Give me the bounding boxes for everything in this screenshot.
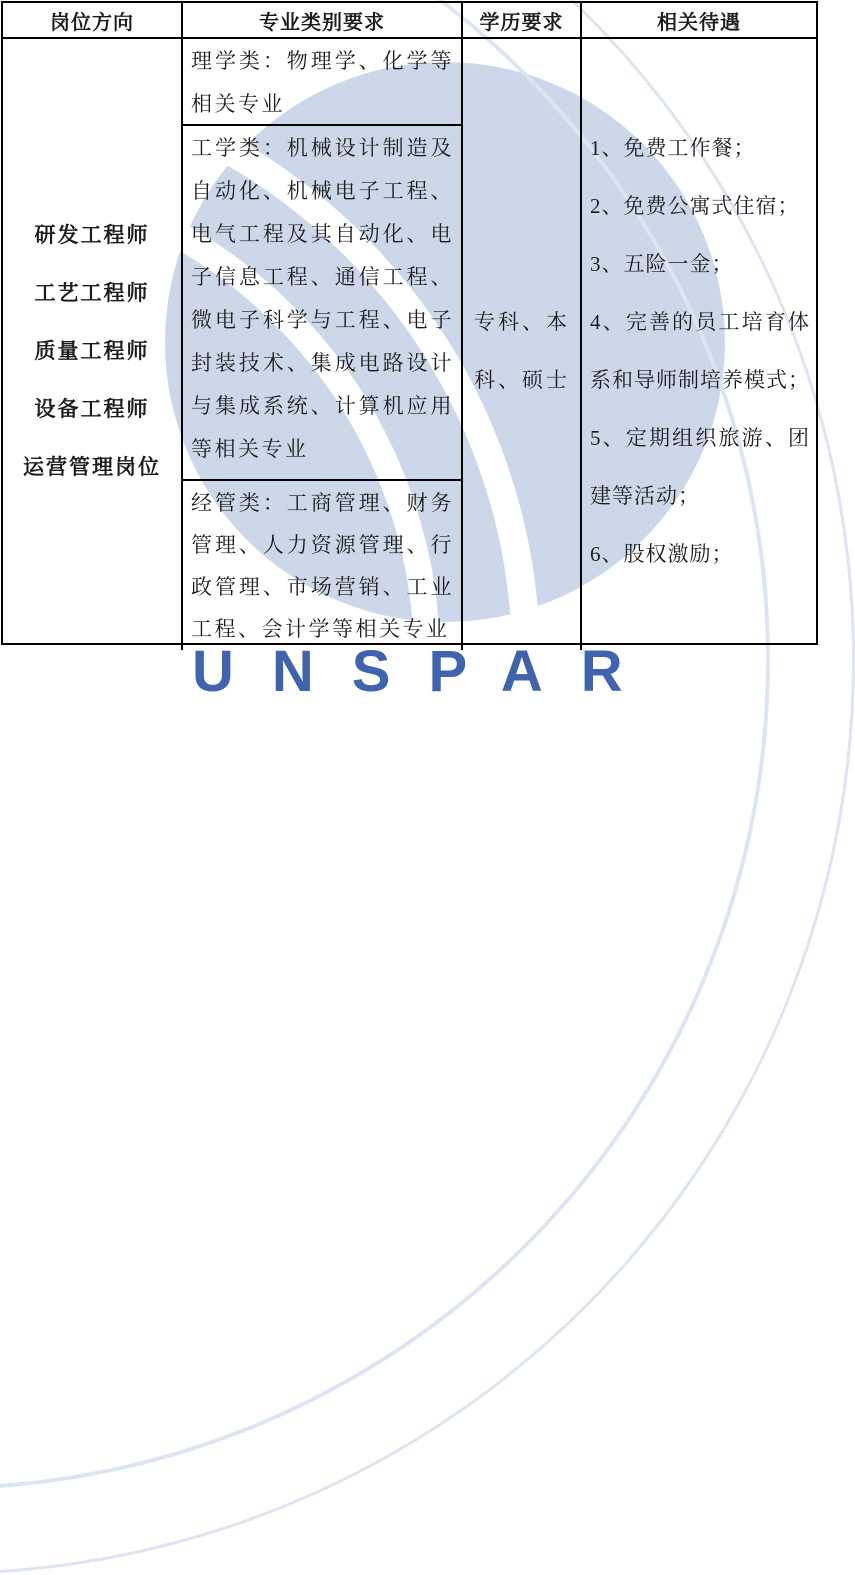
recruitment-table-page	[0, 0, 820, 704]
position-item: 运营管理岗位	[23, 454, 161, 479]
position-item: 工艺工程师	[34, 280, 150, 305]
header-cell-education: 学历要求	[463, 3, 582, 39]
benefit-item: 3、五险一金；	[590, 251, 734, 276]
major-cell-management: 经管类：工商管理、财务管理、人力资源管理、行政管理、市场营销、工业工程、会计学等相关专业	[183, 481, 463, 650]
education-text: 专科、本科、硕士	[474, 309, 569, 392]
benefit-item: 6、股权激励；	[590, 541, 734, 566]
position-item: 质量工程师	[34, 338, 150, 363]
header-cell-position: 岗位方向	[3, 3, 183, 39]
position-item: 研发工程师	[34, 222, 150, 247]
recruitment-table	[1, 1, 818, 645]
logo-wordmark-text: UNSPAR	[192, 639, 661, 704]
benefit-item: 4、完善的员工培育体系和导师制培养模式；	[590, 309, 810, 392]
major-cell-science: 理学类：物理学、化学等相关专业	[183, 39, 463, 126]
benefits-list-cell	[582, 39, 816, 650]
position-list-cell	[3, 39, 183, 650]
major-cell-engineering: 工学类：机械设计制造及自动化、机械电子工程、电气工程及其自动化、电子信息工程、通信工程、微电子科学与工程、电子封装技术、集成电路设计与集成系统、计算机应用等相关专业	[183, 126, 463, 481]
header-cell-benefits: 相关待遇	[582, 3, 816, 39]
benefit-item: 1、免费工作餐；	[590, 135, 756, 160]
position-item: 设备工程师	[34, 396, 150, 421]
education-cell	[463, 39, 582, 650]
header-cell-major: 专业类别要求	[183, 3, 463, 39]
benefit-item: 5、定期组织旅游、团建等活动；	[590, 425, 810, 508]
benefit-item: 2、免费公寓式住宿；	[590, 193, 800, 218]
